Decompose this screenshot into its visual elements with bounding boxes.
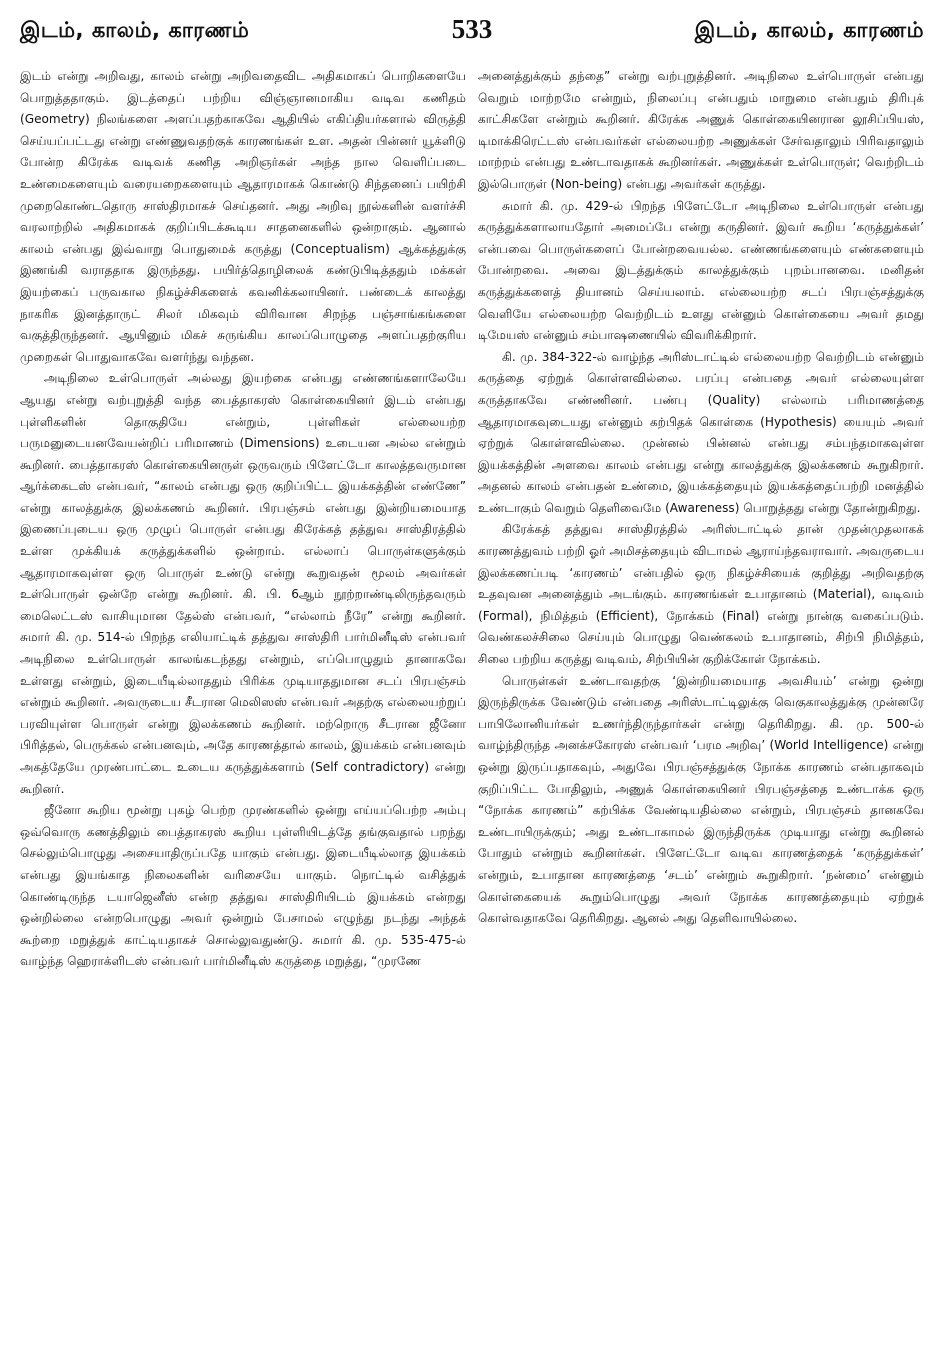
- right-paragraph-5: பொருள்கள் உண்டாவதற்கு ‘இன்றியமையாத அவசியம்’ என்று ஒன்று இருந்திருக்க வேண்டும் என்பதை அரிஸ்டாட்டிலுக்கு வெகுகாலத்துக்கு முன்னரே பாபிலோனியர்கள் உணர்ந்திருந்தார்கள் என்று தெரிகிறது. கி. மு. 500-ல் வாழ்ந்திருந்த அனக்சகோரஸ் என்பவர் ‘பரம அறிவு’ (World Intelligence) என்று ஒன்று இருப்பதாகவும், அதுவே பிரபஞ்சத்துக்கு நோக்க காரணம் என்பதாகவும் குறிப்பிட்ட போதிலும், அணுக் கொள்கையினர் பிரபஞ்சத்தை உண்டாக்க ஒரு “நோக்க காரணம்” கற்பிக்க வேண்டியதில்லை என்றும், பிரபஞ்சம் தானகவே உண்டாயிருக்கும்; அது உண்டாகாமல் இருந்திருக்க முடியாது என்று கூறினல் போதும் என்றும் கூறினர்கள். பிளேட்டோ வடிவ காரணத்தைக் ‘கருத்துக்கள்’ என்றும், உபாதான காரணத்தை ‘சடம்’ என்றும் கூறுகிறார். ‘நன்மை’ என்னும் கொள்கையைக் கூறும்பொழுது அவர் நோக்க காரணத்தையும் ஏற்றுக் கொள்வதாகவே தெரிகிறது. ஆனல் அது தெளிவாயில்லை.: [478, 673, 924, 926]
- running-head-right: இடம், காலம், காரணம்: [694, 18, 924, 42]
- text-columns: [20, 66, 924, 973]
- left-paragraph-1: இடம் என்று அறிவது, காலம் என்று அறிவதைவிட அதிகமாகப் பொறிகளையே பொறுத்ததாகும். இடத்தைப் பற்றிய விஞ்ஞானமாகிய வடிவ கணிதம் (Geometry) நிலங்களை அளப்பதற்காகவே ஆதியில் எகிப்தியர்களால் விருத்தி செய்யப்பட்டது என்று எண்ணுவதற்குக் காரணங்கள் உள. அதன் பின்னர் யூக்ளிடு போன்ற கிரேக்க வடிவக் கணித அறிஞர்கள் அந்த நால வெளிப்படை உண்மைகளையும் வரையறைகளையும் ஆதாரமாகக் கொண்டு சிந்தனைப் பயிற்சி முறைகொண்டதொரு சாஸ்திரமாகச் செய்தனர். அது அறிவு நூல்களின் வளர்ச்சி வரலாற்றில் அதிகமாகக் குறிப்பிடக்கூடிய சாதனைகளில் ஒன்றாகும். ஆனால் காலம் என்பது இவ்வாறு பொதுமைக் கருத்து (Conceptualism) ஆக்கத்துக்கு இணங்கி வராததாக இருந்தது. பயிர்த்தொழிலைக் கண்டுபிடித்ததும் மக்கள் இயற்கைப் பருவகால நிகழ்ச்சிகளைக் கவனிக்கலாயினர். பண்டைக் காலத்து நாகரிக இனத்தாருட் சிலர் மிகவும் விரிவான சிறந்த பஞ்சாங்கங்களை வகுத்திருந்தனர். ஆயினும் மிகச் சுருங்கிய காலப்பொழுதை அளப்பதற்குரிய முறைகள் பொதுவாகவே வளர்ந்து வந்தன.: [20, 69, 466, 364]
- left-column: [20, 66, 466, 973]
- left-paragraph-3: ஜீனோ கூறிய மூன்று புகழ் பெற்ற முரண்களில் ஒன்று எய்யப்பெற்ற அம்பு ஒவ்வொரு கணத்திலும் பைத்தாகரஸ் கூறிய புள்ளியிடத்தே தங்குவதால் பறந்து செல்லும்பொழுது அசையாதிருப்பதே யாகும் என்பது. இடையீடில்லாத இயக்கம் என்பது இயங்காத நிலைகளின் வரிசையே யாகும். நொட்டில் வசித்துக் கொண்டிருந்த டயாஜெனீஸ் என்ற தத்துவ சாஸ்திரியிடம் இயக்கம் என்றது ஒன்றில்லை என்றபொழுது அவர் ஒன்றும் பேசாமல் எழுந்து நடந்து அந்தக் கூற்றை மறுத்துக் காட்டியதாகச் சொல்லுவதுண்டு. சுமார் கி. மு. 535-475-ல் வாழ்ந்த ஹெராக்ளிடஸ் என்பவர் பார்மினீடிஸ் கருத்தை மறுத்து, “முரணே: [20, 803, 466, 969]
- right-paragraph-1: அனைத்துக்கும் தந்தை” என்று வற்புறுத்தினர். அடிநிலை உள்பொருள் என்பது வெறும் மாற்றமே என்றும், நிலைப்பு என்பதும் மாறுமை என்பதும் திரிபுக் காட்சிகளே என்றும் கூறினர். கிரேக்க அணுக் கொள்கையினரான லூசிப்பியஸ், டிமாக்கிரெட்டஸ் என்பவர்கள் எல்லையற்ற அணுக்கள் சேர்வதாலும் பிரிவதாலும் மாற்றம் என்பது உண்டாவதாகக் கூறினர்கள். அணுக்கள் உள்பொருள்; வெற்றிடம் இல்பொருள் (Non-being) என்பது அவர்கள் கருத்து.: [478, 69, 924, 191]
- right-paragraph-4: கிரேக்கத் தத்துவ சாஸ்திரத்தில் அரிஸ்டாட்டில் தான் முதன்முதலாகக் காரணத்துவம் பற்றி ஓர் அமிசத்தையும் விடாமல் ஆராய்ந்தவராவார். அவருடைய இலக்கணப்படி ‘காரணம்’ என்பதில் ஒரு நிகழ்ச்சியைக் குறித்து அறிவதற்கு உதவுவன அனைத்தும் அடங்கும். காரணங்கள் உபாதானம் (Material), வடிவம் (Formal), நிமித்தம் (Efficient), நோக்கம் (Final) என்று நான்கு வகைப்படும். வெண்கலச்சிலை செய்யும் பொழுது வெண்கலம் உபாதானம், சிற்பி நிமித்தம், சிலை பற்றிய கருத்து வடிவம், சிற்பியின் குறிக்கோள் நோக்கம்.: [478, 522, 924, 667]
- running-head-left: இடம், காலம், காரணம்: [20, 18, 250, 42]
- page-number: 533: [451, 14, 493, 44]
- left-paragraph-2: அடிநிலை உள்பொருள் அல்லது இயற்கை என்பது எண்ணங்களாலேயே ஆயது என்று வற்புறுத்தி வந்த பைத்தாகரஸ் கொள்கையினர் இடம் என்பது புள்ளிகளின் தொகுதியே என்றும், புள்ளிகள் எல்லையற்ற பருமனுடையனவேயன்றிப் பரிமாணம் (Dimensions) உடையன அல்ல என்றும் கூறினர். பைத்தாகரஸ் கொள்கையினருள் ஒருவரும் பிளேட்டோ காலத்தவருமான ஆர்க்கைடஸ் என்பவர், “காலம் என்பது ஒரு குறிப்பிட்ட இயக்கத்தின் எண்ணே” என்று காலத்துக்கு இலக்கணம் கூறினர். பிரபஞ்சம் என்பது இன்றியமையாத இணைப்புடைய ஒரு முழுப் பொருள் என்பது கிரேக்கத் தத்துவ சாஸ்திரத்தில் உள்ள முக்கியக் கருத்துக்களில் ஒன்றாம். எல்லாப் பொருள்களுக்கும் ஆதாரமாகவுள்ள ஒரு பொருள் உண்டு என்று கூறுவதன் மூலம் அவர்கள் உள்பொருள் ஒன்றே என்று கூறினர். கி. பி. 6ஆம் நூற்றாண்டிலிருந்தவரும் மைலெட்டஸ் வாசியுமான தேல்ஸ் என்பவர், “எல்லாம் நீரே” என்று கூறினர். சுமார் கி. மு. 514-ல் பிறந்த எலியாட்டிக் தத்துவ சாஸ்திரி பார்மினீடிஸ் என்பவர் அடிநிலை உள்பொருள் காலங்கடந்தது என்றும், எப்பொழுதும் தானாகவே உள்ளது என்றும், இடையீடில்லாததும் பிரிக்க முடியாததுமான சடப் பிரபஞ்சம் என்றும் கூறினர். அவருடைய சீடரான மெலிஸஸ் என்பவர் அதற்கு எல்லையற்றுப் பரவியுள்ள பொருள் என்று இலக்கணம் கூறினர். மற்றொரு சீடரான ஜீனோ பிரித்தல், பெருக்கல் என்பனவும், அதே காரணத்தால் காலம், இயக்கம் என்பனவும் அகத்தேயே முரண்பாட்டை உடைய கருத்துக்களாம் (Self contradictory) என்று கூறினர்.: [20, 371, 466, 796]
- page-header: [20, 14, 924, 66]
- right-column: [478, 66, 924, 973]
- right-paragraph-3: கி. மு. 384-322-ல் வாழ்ந்த அரிஸ்டாட்டில் எல்லையற்ற வெற்றிடம் என்னும் கருத்தை ஏற்றுக் கொள்ளவில்லை. பரப்பு என்பதை அவர் எல்லையுள்ள கருத்தாகவே எண்ணினர். பண்பு (Quality) எல்லாம் பரிமாணத்தை ஆதாரமாகவுடையது என்னும் கற்பிதக் கொள்கை (Hypothesis) யையும் அவர் ஏற்றுக் கொள்ளவில்லை. முன்னல் பின்னல் என்பது சம்பந்தமாகவுள்ள இயக்கத்தின் அளவை காலம் என்பது என்று காலத்துக்கு இலக்கணம் கூறுகிறார். அதனல் காலம் என்பதன் உண்மை, இயக்கத்தையும் இயக்கத்தைப்பற்றி மனத்தில் உண்டாகும் வெறும் தெளிவைமே (Awareness) பொறுத்தது என்று தோன்றுகிறது.: [478, 349, 924, 515]
- right-paragraph-2: சுமார் கி. மு. 429-ல் பிறந்த பிளேட்டோ அடிநிலை உள்பொருள் என்பது கருத்துக்களாலாயதோர் அமைப்பே என்று கருதினர். இவர் கூறிய ‘கருத்துக்கள்’ என்பவை பொருள்களைப் போன்றவையல்ல. எண்ணங்களையும் எண்களையும் போன்றவை. அவை இடத்துக்கும் காலத்துக்கும் புறம்பானவை. மனிதன் கருத்துக்களைத் தியானம் செய்யலாம். எல்லையற்ற சடப் பிரபஞ்சத்துக்கு வெளியே எல்லையற்ற வெற்றிடம் உளது என்னும் கொள்கையை அவர் தமது டிமேயஸ் என்னும் சம்பாஷணையில் விவரிக்கிறார்.: [478, 198, 924, 343]
